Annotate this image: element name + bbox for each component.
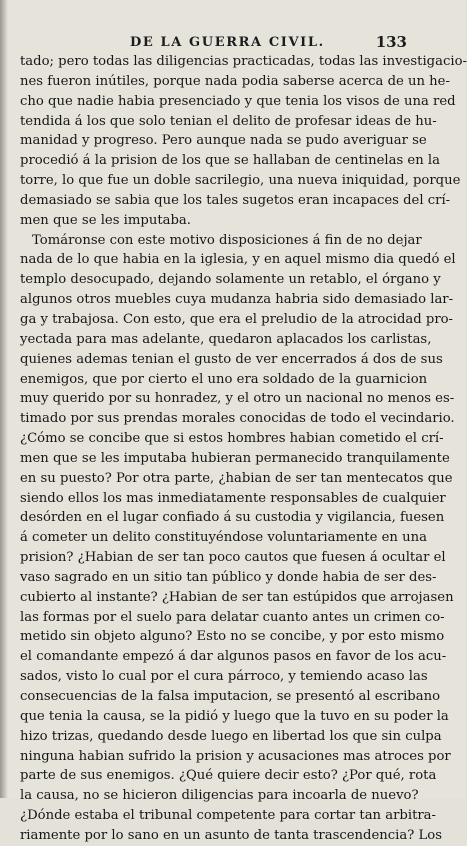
text-line: manidad y progreso. Pero aunque nada se pudo averiguar se	[20, 133, 427, 149]
text-line: riamente por lo sano en un asunto de tanta trascendencia? Los	[20, 827, 442, 843]
text-line: las formas por el suelo para delatar cuanto antes un crimen co-	[20, 609, 445, 625]
text-line: prision? ¿Habian de ser tan poco cautos que fuesen á ocultar el	[20, 550, 446, 566]
text-line: hizo trizas, quedando desde luego en libertad los que sin culpa	[20, 728, 442, 744]
text-line: que tenia la causa, se la pidió y luego que la tuvo en su poder la	[20, 708, 449, 724]
text-line: vaso sagrado en un sitio tan público y donde habia de ser des-	[20, 569, 437, 585]
text-line: men que se les imputaba.	[20, 212, 191, 228]
text-line: el comandante empezó á dar algunos pasos en favor de los acu-	[20, 649, 447, 665]
text-line: la causa, no se hicieron diligencias para incoarla de nuevo?	[20, 788, 419, 804]
text-line: procedió á la prision de los que se hallaban de centinelas en la	[20, 153, 441, 169]
text-line: nada de lo que habia en la iglesia, y en aquel mismo dia quedó el	[20, 252, 456, 268]
text-line: templo desocupado, dejando solamente un retablo, el órgano y	[20, 272, 441, 288]
text-line: ga y trabajosa. Con esto, que era el preludio de la atrocidad pro-	[20, 311, 454, 327]
text-line: quienes ademas tenian el gusto de ver encerrados á dos de sus	[20, 351, 443, 367]
text-line: ninguna habian sufrido la prision y acusaciones mas atroces por	[20, 748, 451, 764]
body-text	[20, 52, 467, 846]
text-line: algunos otros muebles cuya mudanza habria sido demasiado lar-	[20, 292, 454, 308]
text-line: Tomáronse con este motivo disposiciones á fin de no dejar	[32, 232, 422, 248]
text-line: metido sin objeto alguno? Esto no se concibe, y por esto mismo	[20, 629, 445, 645]
text-line: parte de sus enemigos. ¿Qué quiere decir esto? ¿Por qué, rota	[20, 768, 437, 784]
text-line: demasiado se sabia que los tales sugetos eran incapaces del crí-	[20, 192, 451, 208]
text-line: en su puesto? Por otra parte, ¿habian de ser tan mentecatos que	[20, 470, 453, 486]
text-line: desórden en el lugar confiado á su custodia y vigilancia, fuesen	[20, 510, 445, 526]
text-line: men que se les imputaba hubieran permanecido tranquilamente	[20, 450, 450, 466]
text-line: muy querido por su honradez, y el otro un nacional no menos es-	[20, 391, 455, 407]
text-line: á cometer un delito constituyéndose voluntariamente en una	[20, 530, 427, 546]
text-line: siendo ellos los mas inmediatamente responsables de cualquier	[20, 490, 446, 506]
text-line: cubierto al instante? ¿Habian de ser tan estúpidos que arrojasen	[20, 589, 454, 605]
text-line: consecuencias de la falsa imputacion, se presentó al escribano	[20, 689, 441, 704]
text-line: tado; pero todas las diligencias practicadas, todas las investigacio-	[20, 54, 467, 69]
text-line: enemigos, que por cierto el uno era soldado de la guarnicion	[20, 371, 428, 387]
text-line: sados, visto lo cual por el cura párroco, y temiendo acaso las	[20, 669, 428, 685]
text-line: tendida á los que solo tenian el delito de profesar ideas de hu-	[20, 113, 437, 129]
running-head-title: DE LA GUERRA CIVIL.	[130, 35, 325, 50]
text-line: nes fueron inútiles, porque nada podia saberse acerca de un he-	[20, 73, 450, 89]
text-line: ¿Cómo se concibe que si estos hombres habian cometido el crí-	[20, 431, 444, 447]
text-line: torre, lo que fue un doble sacrilegio, una nueva iniquidad, porque	[20, 173, 461, 189]
page-number: 133	[375, 33, 407, 51]
text-line: ¿Dónde estaba el tribunal competente para cortar tan arbitra-	[20, 808, 436, 824]
text-line: cho que nadie habia presenciado y que tenia los visos de una red	[20, 93, 456, 109]
text-line: timado por sus prendas morales conocidas de todo el vecindario.	[20, 411, 455, 427]
text-line: yectada para mas adelante, quedaron aplacados los carlistas,	[20, 331, 432, 347]
